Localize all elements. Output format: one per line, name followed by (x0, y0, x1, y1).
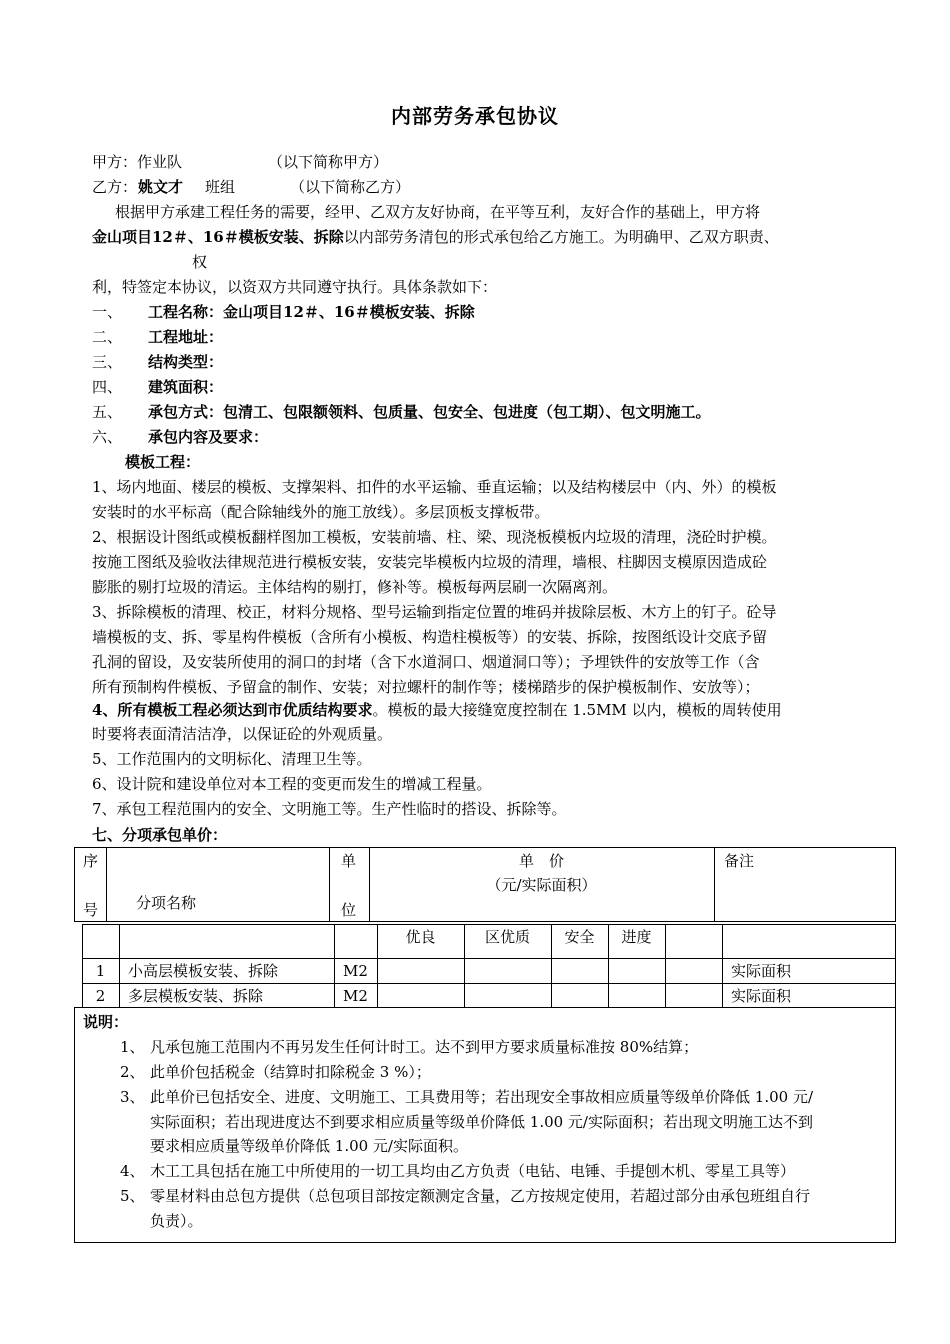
clause-number: 六、 (92, 428, 123, 446)
party-b-team: 班组 (205, 178, 236, 196)
clause-number: 二、 (92, 328, 123, 346)
party-b-label: 乙方： (92, 178, 138, 196)
body-line: 3、拆除模板的清理、校正，材料分规格、型号运输到指定位置的堆码并拔除层板、木方上的钉子。砼导 (92, 603, 777, 621)
header-unit-price-sub: （元/实际面积） (486, 876, 597, 894)
body-line: 2、根据设计图纸或模板翻样图加工模板，安装前墙、柱、梁、现浇板模板内垃圾的清理，浇砼时护模。 (92, 528, 777, 546)
body-line: 膨胀的剔打垃圾的清运。主体结构的剔打，修补等。模板每两层刷一次隔离剂。 (92, 578, 618, 596)
note-3-line-1: 此单价已包括安全、进度、文明施工、工具费用等；若出现安全事故相应质量等级单价降低 1.00 元/ (150, 1088, 813, 1106)
clause-text: 结构类型： (148, 353, 224, 371)
row-remark: 实际面积 (731, 962, 792, 980)
item-4-line-2: 时要将表面清洁洁净，以保证砼的外观质量。 (92, 725, 393, 743)
note-4-num: 4、 (120, 1162, 145, 1180)
project-name: 金山项目12＃、16＃模板安装、拆除 (92, 228, 344, 246)
header-item-name: 分项名称 (136, 894, 197, 912)
note-5-num: 5、 (120, 1187, 145, 1205)
header-remark: 备注 (724, 852, 755, 870)
body-line: 1、场内地面、楼层的模板、支撑架料、扣件的水平运输、垂直运输；以及结构楼层中（内、外）的模板 (92, 478, 777, 496)
note-5-line-1: 零星材料由总包方提供（总包项目部按定额测定含量，乙方按规定使用，若超过部分由承包班组自行 (150, 1187, 811, 1205)
notes-heading: 说明： (83, 1013, 129, 1031)
header-unit-price: 单 价 (518, 852, 564, 870)
header-seq-bottom: 号 (83, 901, 99, 919)
document-title: 内部劳务承包协议 (391, 104, 559, 128)
subheader-excellent: 优良 (405, 928, 436, 946)
item-7: 7、承包工程范围内的安全、文明施工等。生产性临时的搭设、拆除等。 (92, 800, 567, 818)
item-5: 5、工作范围内的文明标化、清理卫生等。 (92, 750, 372, 768)
clause-number: 一、 (92, 303, 123, 321)
intro-line-2-rest: 以内部劳务清包的形式承包给乙方施工。为明确甲、乙双方职责、 (343, 228, 779, 246)
section-7-heading: 七、分项承包单价： (92, 826, 228, 844)
intro-line-3: 利，特签定本协议，以资双方共同遵守执行。具体条款如下： (92, 278, 498, 296)
header-unit-top: 单 (341, 852, 357, 870)
intro-line-1: 根据甲方承建工程任务的需要，经甲、乙双方友好协商，在平等互利，友好合作的基础上，甲方将 (115, 203, 761, 221)
row-unit: M2 (343, 962, 368, 980)
note-2-text: 此单价包括税金（结算时扣除税金 3 %）； (150, 1063, 431, 1081)
note-2-num: 2、 (120, 1063, 145, 1081)
row-unit: M2 (343, 987, 368, 1005)
formwork-heading: 模板工程： (125, 453, 201, 471)
clause-text: 承包内容及要求： (148, 428, 269, 446)
intro-line-2 (92, 227, 779, 247)
subheader-safety: 安全 (564, 928, 595, 946)
subheader-progress: 进度 (621, 928, 652, 946)
body-line: 孔洞的留设，及安装所使用的洞口的封堵（含下水道洞口、烟道洞口等）；予埋铁件的安放等工作（含 (92, 653, 760, 671)
item-4-rest: 。模板的最大接缝宽度控制在 1.5MM 以内，模板的周转使用 (372, 701, 782, 719)
note-3-line-3: 要求相应质量等级单价降低 1.00 元/实际面积。 (150, 1137, 468, 1155)
row-item-name: 多层模板安装、拆除 (128, 987, 264, 1005)
party-a-label: 甲方：作业队 (92, 153, 183, 171)
clause-number: 四、 (92, 378, 123, 396)
intro-line-2-wrap: 权 (192, 253, 208, 271)
note-3-line-2: 实际面积；若出现进度达不到要求相应质量等级单价降低 1.00 元/实际面积；若出现文明施工达不到 (150, 1113, 813, 1131)
party-b-note: （以下简称乙方） (290, 178, 411, 196)
item-6: 6、设计院和建设单位对本工程的变更而发生的增减工程量。 (92, 775, 492, 793)
party-a-note: （以下简称甲方） (268, 153, 389, 171)
clause-number: 三、 (92, 353, 123, 371)
clause-text: 工程地址： (148, 328, 224, 346)
row-remark: 实际面积 (731, 987, 792, 1005)
subheader-district-quality: 区优质 (484, 928, 530, 946)
body-line: 所有预制构件模板、予留盒的制作、安装；对拉螺杆的制作等；楼梯踏步的保护模板制作、安放等）； (92, 678, 760, 696)
item-4-bold: 4、所有模板工程必须达到市优质结构要求 (92, 701, 373, 719)
clause-text: 承包方式：包清工、包限额领料、包质量、包安全、包进度（包工期）、包文明施工。 (148, 403, 711, 421)
note-1-text: 凡承包施工范围内不再另发生任何计时工。达不到甲方要求质量标准按 80%结算； (150, 1038, 699, 1056)
note-5-line-2: 负责）。 (150, 1212, 203, 1230)
note-4-text: 木工工具包括在施工中所使用的一切工具均由乙方负责（电钻、电锤、手提刨木机、零星工具等） (150, 1162, 796, 1180)
header-unit-bottom: 位 (341, 901, 357, 919)
clause-text: 工程名称：金山项目12＃、16＃模板安装、拆除 (148, 303, 475, 321)
clause-number: 五、 (92, 403, 123, 421)
clause-text: 建筑面积： (148, 378, 224, 396)
party-b-name: 姚文才 (138, 178, 184, 196)
item-4-line-1 (92, 700, 782, 720)
row-seq: 1 (95, 962, 106, 980)
body-line: 墙模板的支、拆、零星构件模板（含所有小模板、构造柱模板等）的安装、拆除，按图纸设计交底予留 (92, 628, 768, 646)
note-1-num: 1、 (120, 1038, 145, 1056)
header-seq-top: 序 (83, 852, 99, 870)
row-seq: 2 (95, 987, 106, 1005)
note-3-num: 3、 (120, 1088, 145, 1106)
row-item-name: 小高层模板安装、拆除 (128, 962, 279, 980)
body-line: 按施工图纸及验收法律规范进行模板安装，安装完毕模板内垃圾的清理，墙根、柱脚因支模原因造成砼 (92, 553, 768, 571)
body-line: 安装时的水平标高（配合除轴线外的施工放线）。多层顶板支撑板带。 (92, 503, 550, 521)
